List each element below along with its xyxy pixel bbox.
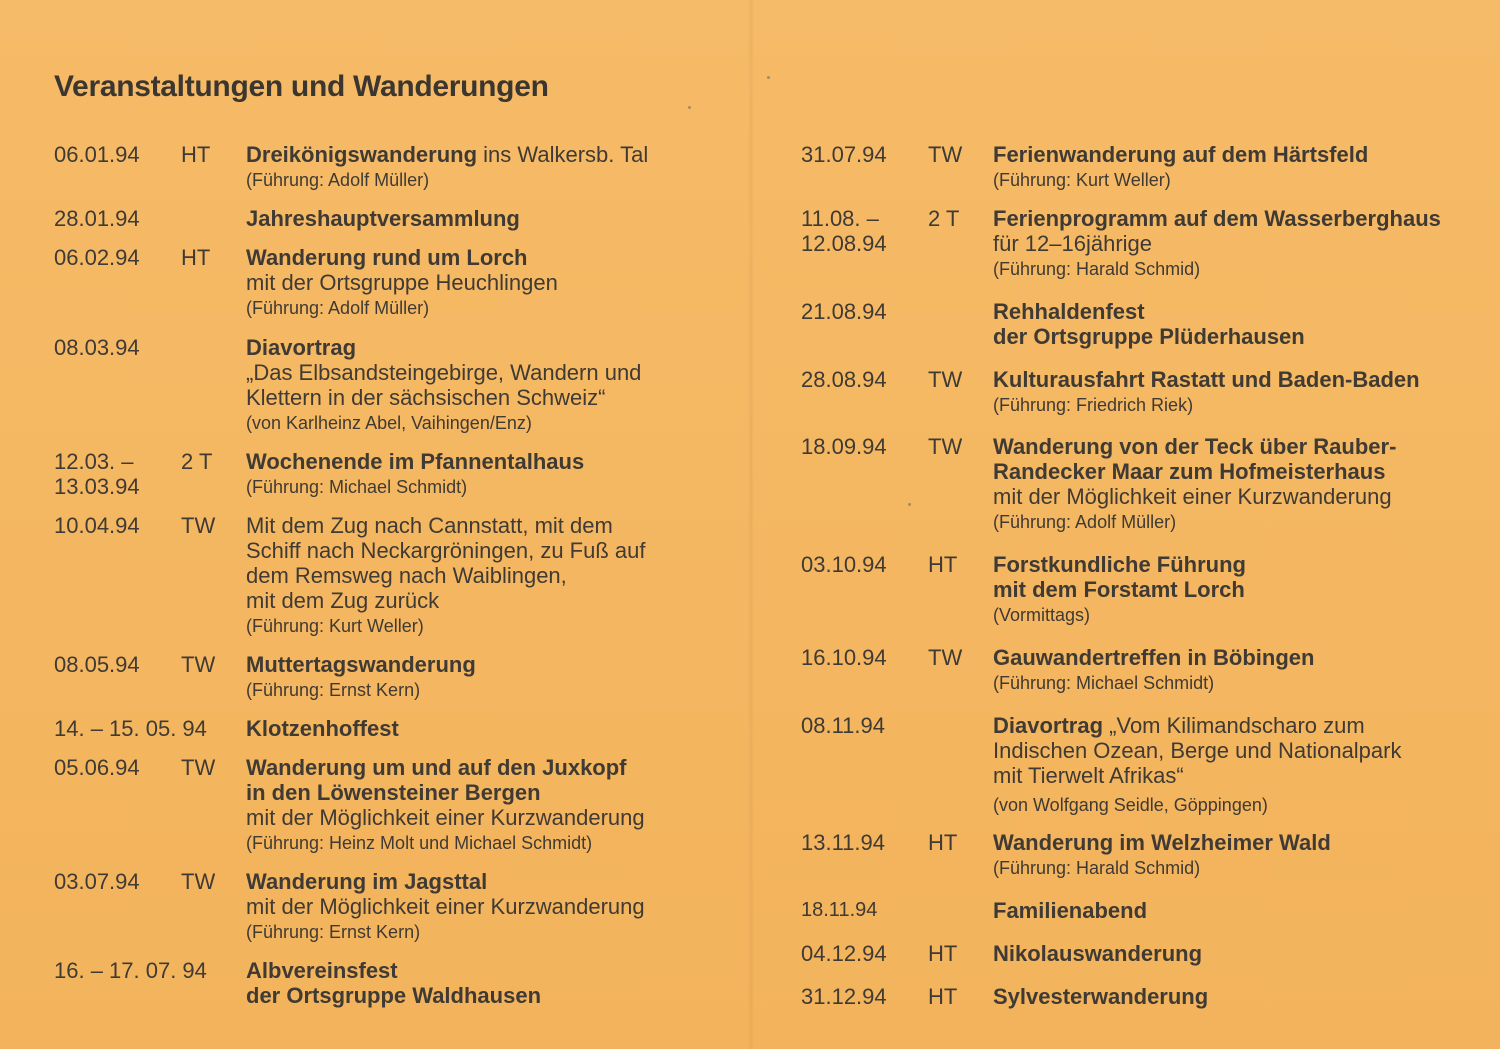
event-title: Wanderung um und auf den Juxkopf [246, 755, 627, 780]
event-description: für 12–16jährige [993, 231, 1153, 256]
event-type: TW [181, 869, 216, 894]
event-body [246, 142, 736, 193]
paper-speck [908, 503, 911, 506]
event-date: 06.01.94 [54, 142, 140, 167]
event-date: 28.01.94 [54, 206, 140, 231]
event-description: Schiff nach Neckargröningen, zu Fuß auf [246, 538, 646, 563]
event-date: 11.08. – 12.08.94 [801, 206, 887, 256]
event-body [246, 206, 736, 231]
event-headline [246, 142, 736, 167]
event-body [246, 652, 736, 703]
event-date: 10.04.94 [54, 513, 140, 538]
event-date: 06.02.94 [54, 245, 140, 270]
event-headline [246, 716, 736, 741]
event-title: Wanderung rund um Lorch [246, 245, 528, 270]
event-date: 03.07.94 [54, 869, 140, 894]
event-headline [993, 830, 1483, 855]
event-title: Forstkundliche Führung [993, 552, 1246, 577]
event-date: 31.12.94 [801, 984, 887, 1009]
event-title: Ferienprogramm auf dem Wasserberghaus [993, 206, 1441, 231]
event-headline [993, 434, 1483, 459]
event-leader: (Führung: Friedrich Riek) [993, 395, 1194, 415]
event-date: 18.11.94 [801, 899, 878, 921]
event-type: TW [181, 652, 216, 677]
event-title-line2: der Ortsgruppe Waldhausen [246, 983, 542, 1008]
event-description: mit dem Zug zurück [246, 588, 440, 613]
event-title-line2: in den Löwensteiner Bergen [246, 780, 541, 805]
event-title: Muttertagswanderung [246, 652, 476, 677]
event-body [246, 335, 736, 436]
event-leader: (Führung: Kurt Weller) [246, 616, 424, 636]
event-title: Rehhaldenfest [993, 299, 1145, 324]
event-headline [993, 367, 1483, 392]
event-date: 28.08.94 [801, 367, 887, 392]
event-body [993, 434, 1483, 535]
event-headline [246, 958, 736, 983]
event-leader: (Führung: Harald Schmid) [993, 259, 1201, 279]
event-leader: (Führung: Ernst Kern) [246, 922, 421, 942]
event-body [993, 984, 1483, 1009]
event-date: 16. – 17. 07. 94 [54, 958, 207, 983]
event-body [993, 830, 1483, 881]
event-title: Jahreshauptversammlung [246, 206, 520, 231]
event-description: mit der Ortsgruppe Heuchlingen [246, 270, 558, 295]
event-date: 03.10.94 [801, 552, 887, 577]
event-type: TW [181, 755, 216, 780]
event-description: mit Tierwelt Afrikas“ [993, 763, 1184, 788]
event-body [993, 299, 1483, 349]
event-date: 08.11.94 [801, 713, 886, 738]
event-leader: (Führung: Michael Schmidt) [993, 673, 1215, 693]
event-title: Klotzenhoffest [246, 716, 399, 741]
event-type: HT [928, 941, 958, 966]
event-headline [993, 142, 1483, 167]
event-title-line2: mit dem Forstamt Lorch [993, 577, 1245, 602]
event-description: Klettern in der sächsischen Schweiz“ [246, 385, 606, 410]
event-body [246, 449, 736, 500]
paper-speck [767, 76, 770, 79]
page-title: Veranstaltungen und Wanderungen [54, 70, 549, 103]
event-body [993, 142, 1483, 193]
event-date: 21.08.94 [801, 299, 887, 324]
event-body [993, 898, 1483, 923]
event-title: Wanderung im Welzheimer Wald [993, 830, 1331, 855]
event-headline [993, 552, 1483, 577]
event-headline [993, 898, 1483, 923]
event-type: HT [928, 984, 958, 1009]
event-headline [993, 984, 1483, 1009]
event-headline [246, 652, 736, 677]
event-type: HT [181, 142, 211, 167]
event-headline [246, 449, 736, 474]
event-description: mit der Möglichkeit einer Kurzwanderung [246, 894, 645, 919]
event-title: Wanderung von der Teck über Rauber- [993, 434, 1397, 459]
event-headline [246, 335, 736, 360]
event-title: Diavortrag [246, 335, 357, 360]
event-type: 2 T [181, 449, 213, 474]
event-date: 14. – 15. 05. 94 [54, 716, 207, 741]
event-date: 08.03.94 [54, 335, 140, 360]
event-leader: (Führung: Kurt Weller) [993, 170, 1171, 190]
event-leader: (Führung: Ernst Kern) [246, 680, 421, 700]
event-leader: (Führung: Adolf Müller) [993, 512, 1177, 532]
event-body [993, 206, 1483, 282]
event-body [246, 716, 736, 741]
event-title: Dreikönigswanderung [246, 142, 478, 167]
event-type: HT [928, 552, 958, 577]
event-date: 12.03. – 13.03.94 [54, 449, 140, 499]
event-title: Sylvesterwanderung [993, 984, 1209, 1009]
event-date: 31.07.94 [801, 142, 887, 167]
event-type: TW [928, 434, 963, 459]
event-headline [993, 645, 1483, 670]
event-date: 16.10.94 [801, 645, 887, 670]
event-leader: (Führung: Adolf Müller) [246, 170, 430, 190]
event-description: Indischen Ozean, Berge und Nationalpark [993, 738, 1402, 763]
event-headline [993, 713, 1483, 738]
event-headline [246, 755, 736, 780]
event-description: dem Remsweg nach Waiblingen, [246, 563, 567, 588]
event-headline [993, 299, 1483, 324]
event-date: 18.09.94 [801, 434, 887, 459]
event-title: Wochenende im Pfannentalhaus [246, 449, 585, 474]
event-title-line2: Randecker Maar zum Hofmeisterhaus [993, 459, 1386, 484]
event-type: TW [928, 367, 963, 392]
event-headline [246, 206, 736, 231]
event-leader: (Führung: Harald Schmid) [993, 858, 1201, 878]
event-type: 2 T [928, 206, 960, 231]
event-type: HT [928, 830, 958, 855]
event-type: HT [181, 245, 211, 270]
event-headline [993, 206, 1483, 231]
event-date: 04.12.94 [801, 941, 887, 966]
event-leader: (von Wolfgang Seidle, Göppingen) [993, 795, 1268, 815]
event-leader: (Führung: Adolf Müller) [246, 298, 430, 318]
event-title: Diavortrag [993, 713, 1104, 738]
center-fold [748, 0, 754, 1049]
event-title: Gauwandertreffen in Böbingen [993, 645, 1315, 670]
event-description: mit der Möglichkeit einer Kurzwanderung [993, 484, 1392, 509]
event-description: „Das Elbsandsteingebirge, Wandern und [246, 360, 642, 385]
event-body [246, 245, 736, 321]
paper-speck [688, 106, 691, 109]
event-title: Nikolauswanderung [993, 941, 1203, 966]
event-title: Kulturausfahrt Rastatt und Baden-Baden [993, 367, 1420, 392]
event-title: Wanderung im Jagsttal [246, 869, 488, 894]
event-leader: (von Karlheinz Abel, Vaihingen/Enz) [246, 413, 532, 433]
event-body [993, 645, 1483, 696]
event-body [993, 713, 1483, 818]
event-headline [993, 941, 1483, 966]
event-body [246, 958, 736, 1008]
event-leader: (Führung: Heinz Molt und Michael Schmidt) [246, 833, 593, 853]
event-type: TW [928, 645, 963, 670]
event-headline [246, 245, 736, 270]
event-type: TW [928, 142, 963, 167]
event-body [993, 552, 1483, 628]
event-body [246, 513, 736, 639]
event-description: Mit dem Zug nach Cannstatt, mit dem [246, 513, 613, 538]
event-headline [246, 869, 736, 894]
event-type: TW [181, 513, 216, 538]
event-title-rest: „Vom Kilimandscharo zum [1103, 713, 1365, 738]
event-leader: (Führung: Michael Schmidt) [246, 477, 468, 497]
event-date: 05.06.94 [54, 755, 140, 780]
event-title-line2: der Ortsgruppe Plüderhausen [993, 324, 1305, 349]
event-title-rest: ins Walkersb. Tal [477, 142, 649, 167]
event-date: 13.11.94 [801, 830, 886, 855]
event-body [246, 869, 736, 945]
event-date: 08.05.94 [54, 652, 140, 677]
event-body [993, 941, 1483, 966]
event-body [246, 755, 736, 856]
event-leader: (Vormittags) [993, 605, 1091, 625]
event-description: mit der Möglichkeit einer Kurzwanderung [246, 805, 645, 830]
event-title: Ferienwanderung auf dem Härtsfeld [993, 142, 1369, 167]
event-title: Familienabend [993, 898, 1148, 923]
event-title: Albvereinsfest [246, 958, 398, 983]
event-body [993, 367, 1483, 418]
